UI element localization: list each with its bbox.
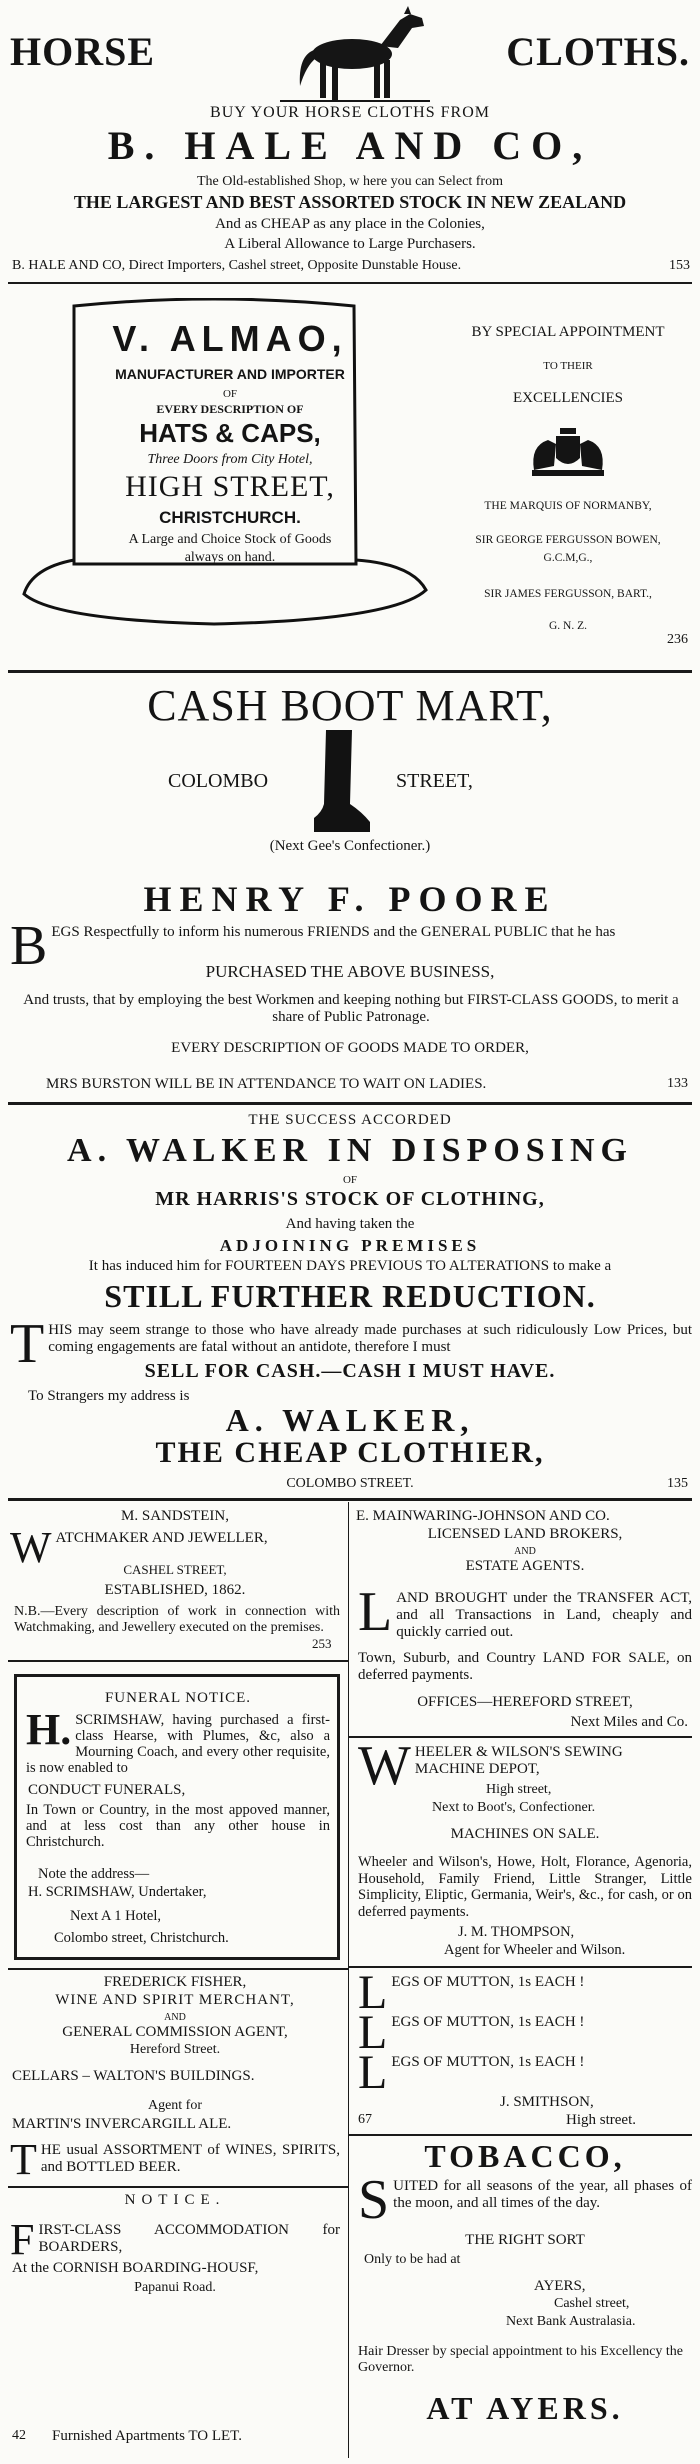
fisher-and: AND bbox=[164, 2012, 186, 2023]
mainwaring-trade: LICENSED LAND BROKERS, bbox=[427, 1526, 623, 1542]
drop-cap: S bbox=[358, 2169, 390, 2231]
funeral-note: Note the address— bbox=[38, 1866, 150, 1882]
funeral-body: SCRIMSHAW, having purchased a first-class Hearse, with Plumes, &c, also a Mourning Coach, and every other requisite, is now enabled to bbox=[26, 1712, 330, 1776]
mutton-text: EGS OF MUTTON, 1s EACH ! bbox=[391, 1974, 585, 1990]
walker-success: THE SUCCESS ACCORDED bbox=[248, 1112, 452, 1128]
divider bbox=[8, 1968, 348, 1970]
almao-name: V. ALMAO, bbox=[112, 318, 348, 359]
almao-stock2: always on hand. bbox=[184, 550, 276, 565]
cash-next: (Next Gee's Confectioner.) bbox=[269, 838, 431, 854]
fisher-usual-block bbox=[10, 2135, 340, 2184]
almao-num: 236 bbox=[667, 632, 688, 647]
tobacco-title: TOBACCO, bbox=[424, 2138, 626, 2174]
hale-line1: The Old-established Shop, w here you can Select from bbox=[197, 174, 503, 189]
mutton-text: EGS OF MUTTON, 1s EACH ! bbox=[391, 2054, 585, 2070]
hale-head-left: HORSE bbox=[10, 29, 156, 74]
wheeler-machines: MACHINES ON SALE. bbox=[450, 1826, 600, 1842]
fisher-usual: HE usual ASSORTMENT of WINES, SPIRITS, and BOTTLED BEER. bbox=[40, 2142, 340, 2175]
funeral-title: FUNERAL NOTICE. bbox=[104, 1690, 252, 1706]
divider bbox=[348, 2134, 692, 2136]
sandstein-name: M. SANDSTEIN, bbox=[121, 1508, 229, 1524]
almao-p1: THE MARQUIS OF NORMANBY, bbox=[484, 500, 652, 512]
divider bbox=[8, 282, 692, 284]
hale-buy: BUY YOUR HORSE CLOTHS FROM bbox=[210, 104, 490, 121]
drop-cap: L bbox=[358, 2006, 388, 2059]
mainwaring-next: Next Miles and Co. bbox=[570, 1714, 688, 1730]
fisher-agent-for: Agent for bbox=[147, 2098, 203, 2113]
wheeler-high: High street, bbox=[486, 1782, 552, 1797]
sandstein-num: 253 bbox=[312, 1636, 332, 1651]
almao-appt: BY SPECIAL APPOINTMENT bbox=[471, 324, 665, 340]
tobacco-body: UITED for all seasons of the year, all phases of the moon, and all times of the day. bbox=[393, 2178, 692, 2211]
walker-strange: HIS may seem strange to those who have already made purchases at such ridiculously Low Prices, but coming engagements are fatal without an antidote, therefore I must bbox=[48, 1322, 692, 1355]
drop-cap: H. bbox=[26, 1705, 72, 1754]
mutton-num: 67 bbox=[358, 2112, 372, 2127]
walker-adj: ADJOINING PREMISES bbox=[219, 1236, 481, 1255]
mainwaring-town: Town, Suburb, and Country LAND FOR SALE, on deferred payments. bbox=[358, 1650, 692, 1683]
cash-purchased: PURCHASED THE ABOVE BUSINESS, bbox=[205, 962, 495, 981]
walker-num: 135 bbox=[667, 1476, 688, 1491]
hale-line4: A Liberal Allowance to Large Purchasers. bbox=[224, 236, 476, 252]
mutton-line-3 bbox=[358, 2046, 585, 2099]
cash-every: EVERY DESCRIPTION OF GOODS MADE TO ORDER, bbox=[171, 1040, 529, 1056]
tobacco-only: Only to be had at bbox=[364, 2252, 461, 2267]
cash-name: HENRY F. POORE bbox=[143, 879, 557, 919]
almao-p2: SIR GEORGE FERGUSSON BOWEN, bbox=[475, 534, 661, 546]
mainwaring-name: E. MAINWARING-JOHNSON AND CO. bbox=[356, 1508, 610, 1524]
fisher-trade: WINE AND SPIRIT MERCHANT, bbox=[55, 1992, 295, 2008]
drop-cap: L bbox=[358, 2046, 388, 2099]
drop-cap: B bbox=[10, 915, 48, 977]
almao-to: TO THEIR bbox=[543, 360, 593, 372]
almao-sub1: MANUFACTURER AND IMPORTER bbox=[115, 366, 345, 382]
almao-loc: Three Doors from City Hotel, bbox=[147, 452, 313, 467]
walker-street: COLOMBO STREET. bbox=[286, 1476, 414, 1491]
drop-cap: T bbox=[10, 2135, 37, 2184]
divider bbox=[8, 670, 692, 673]
mainwaring-land: AND BROUGHT under the TRANSFER ACT, and all Transactions in Land, cheaply and quickly carried out. bbox=[396, 1590, 692, 1640]
notice-title: NOTICE. bbox=[124, 2192, 226, 2208]
boot-icon bbox=[312, 728, 372, 836]
walker-stock: MR HARRIS'S STOCK OF CLOTHING, bbox=[155, 1188, 545, 1210]
walker-strangers: To Strangers my address is bbox=[28, 1388, 190, 1404]
tobacco-body-block bbox=[358, 2169, 692, 2231]
drop-cap: L bbox=[358, 1581, 393, 1643]
almao-sub2: EVERY DESCRIPTION OF bbox=[156, 402, 304, 416]
almao-product: HATS & CAPS, bbox=[139, 418, 321, 448]
walker-name: A. WALKER, bbox=[225, 1402, 475, 1438]
wheeler-title: HEELER & WILSON'S SEWING MACHINE DEPOT, bbox=[414, 1744, 623, 1777]
almao-city: CHRISTCHURCH. bbox=[159, 508, 301, 527]
wheeler-agent: Agent for Wheeler and Wilson. bbox=[444, 1942, 626, 1958]
cash-intro: EGS Respectfully to inform his numerous FRIENDS and the GENERAL PUBLIC that he has bbox=[51, 924, 616, 940]
walker-sell: SELL FOR CASH.—CASH I MUST HAVE. bbox=[144, 1360, 556, 1382]
sandstein-trade: ATCHMAKER AND JEWELLER, bbox=[55, 1530, 268, 1546]
almao-stock1: A Large and Choice Stock of Goods bbox=[128, 532, 332, 547]
sandstein-street: CASHEL STREET, bbox=[123, 1562, 227, 1577]
tobacco-ayers: AYERS, bbox=[534, 2278, 586, 2294]
notice-road: Papanui Road. bbox=[134, 2280, 216, 2295]
funeral-next: Next A 1 Hotel, bbox=[70, 1908, 162, 1924]
almao-street: HIGH STREET, bbox=[125, 470, 335, 503]
notice-num: 42 bbox=[12, 2428, 26, 2443]
funeral-town: In Town or Country, in the most appoved manner, and at less cost than any other house in Christchurch. bbox=[26, 1802, 330, 1850]
hale-num: 153 bbox=[669, 258, 690, 273]
drop-cap: T bbox=[10, 1313, 45, 1375]
notice-at: At the CORNISH BOARDING-HOUSF, bbox=[12, 2260, 259, 2276]
notice-body-block bbox=[10, 2215, 340, 2264]
cash-right: STREET, bbox=[396, 770, 473, 792]
wheeler-next: Next to Boot's, Confectioner. bbox=[432, 1800, 596, 1815]
cash-trusts: And trusts, that by employing the best Workmen and keeping nothing but FIRST-CLASS GOODS, to merit a share of Public Patronage. bbox=[23, 992, 679, 1025]
divider bbox=[8, 2186, 348, 2188]
divider bbox=[8, 1102, 692, 1105]
almao-p3: SIR JAMES FERGUSSON, BART., bbox=[484, 588, 652, 600]
fisher-street: Hereford Street. bbox=[129, 2042, 221, 2057]
fisher-ale: MARTIN'S INVERCARGILL ALE. bbox=[12, 2116, 232, 2132]
fisher-name: FREDERICK FISHER, bbox=[103, 1974, 247, 1990]
tobacco-next: Next Bank Australasia. bbox=[506, 2314, 636, 2329]
mutton-line-2 bbox=[358, 2006, 585, 2059]
funeral-body-block bbox=[26, 1705, 330, 1776]
notice-furnished: Furnished Apartments TO LET. bbox=[52, 2428, 242, 2444]
wheeler-body: Wheeler and Wilson's, Howe, Holt, Florance, Agenoria, Household, Family Friend, Little Stranger, Little Simplicity, Eliptic, Germania, Weir's, &c., for cash, or on deferred payments. bbox=[358, 1854, 692, 1920]
funeral-name: H. SCRIMSHAW, Undertaker, bbox=[28, 1884, 207, 1900]
tobacco-right: THE RIGHT SORT bbox=[465, 2232, 585, 2248]
tobacco-at: AT AYERS. bbox=[426, 2390, 624, 2426]
cash-left: COLOMBO bbox=[168, 770, 269, 792]
sandstein-nb: N.B.—Every description of work in connection with Watchmaking, and Jewellery executed on the premises. bbox=[14, 1604, 340, 1635]
drop-cap: F bbox=[10, 2215, 35, 2264]
drop-cap: W bbox=[358, 1735, 411, 1797]
mainwaring-and: AND bbox=[514, 1546, 536, 1557]
mainwaring-offices: OFFICES—HEREFORD STREET, bbox=[417, 1694, 633, 1710]
divider bbox=[8, 1498, 692, 1501]
walker-of: OF bbox=[342, 1174, 358, 1186]
sandstein-est: ESTABLISHED, 1862. bbox=[104, 1582, 246, 1598]
funeral-conduct: CONDUCT FUNERALS, bbox=[28, 1782, 186, 1798]
hale-line3: And as CHEAP as any place in the Colonies, bbox=[215, 216, 485, 232]
tobacco-cashel: Cashel street, bbox=[554, 2296, 630, 2311]
fisher-cellars: CELLARS – WALTON'S BUILDINGS. bbox=[12, 2068, 255, 2084]
almao-of: OF bbox=[222, 388, 238, 400]
walker-further: STILL FURTHER REDUCTION. bbox=[104, 1278, 596, 1314]
fisher-agent: GENERAL COMMISSION AGENT, bbox=[62, 2024, 288, 2040]
mainwaring-estate: ESTATE AGENTS. bbox=[465, 1558, 585, 1574]
hale-head-right: CLOTHS. bbox=[506, 29, 690, 74]
drop-cap: L bbox=[358, 1966, 388, 2019]
tobacco-hair: Hair Dresser by special appointment to his Excellency the Governor. bbox=[358, 2344, 684, 2375]
walker-induced: It has induced him for FOURTEEN DAYS PREVIOUS TO ALTERATIONS to make a bbox=[88, 1258, 612, 1274]
wheeler-name: J. M. THOMPSON, bbox=[458, 1924, 575, 1940]
cash-title: CASH BOOT MART, bbox=[147, 681, 553, 730]
walker-cheap: THE CHEAP CLOTHIER, bbox=[155, 1436, 545, 1469]
almao-p2b: G.C.M,G., bbox=[543, 552, 593, 564]
almao-exc: EXCELLENCIES bbox=[513, 390, 623, 406]
almao-p3b: G. N. Z. bbox=[548, 620, 587, 632]
hale-name: B. HALE AND CO, bbox=[107, 123, 593, 168]
divider bbox=[348, 1966, 692, 1968]
walker-having: And having taken the bbox=[285, 1216, 415, 1232]
cash-mrs: MRS BURSTON WILL BE IN ATTENDANCE TO WAIT ON LADIES. bbox=[46, 1076, 487, 1092]
hale-line5: B. HALE AND CO, Direct Importers, Cashel street, Opposite Dunstable House. bbox=[12, 258, 462, 273]
horse-icon bbox=[280, 6, 430, 104]
drop-cap: W bbox=[10, 1523, 52, 1572]
notice-body: IRST-CLASS ACCOMMODATION for BOARDERS, bbox=[38, 2222, 340, 2255]
funeral-colombo: Colombo street, Christchurch. bbox=[54, 1930, 229, 1946]
cash-num: 133 bbox=[667, 1076, 688, 1091]
mutton-text: EGS OF MUTTON, 1s EACH ! bbox=[391, 2014, 585, 2030]
hale-line2: THE LARGEST AND BEST ASSORTED STOCK IN NEW ZEALAND bbox=[73, 192, 627, 212]
mutton-name: J. SMITHSON, bbox=[500, 2094, 594, 2110]
mutton-street: High street. bbox=[566, 2112, 636, 2128]
column-divider bbox=[348, 1502, 349, 2458]
divider bbox=[8, 1660, 348, 1662]
royal-crest-icon bbox=[526, 424, 610, 480]
walker-title: A. WALKER IN DISPOSING bbox=[67, 1132, 633, 1169]
mutton-line-1 bbox=[358, 1966, 585, 2019]
mainwaring-land-block bbox=[358, 1581, 692, 1643]
